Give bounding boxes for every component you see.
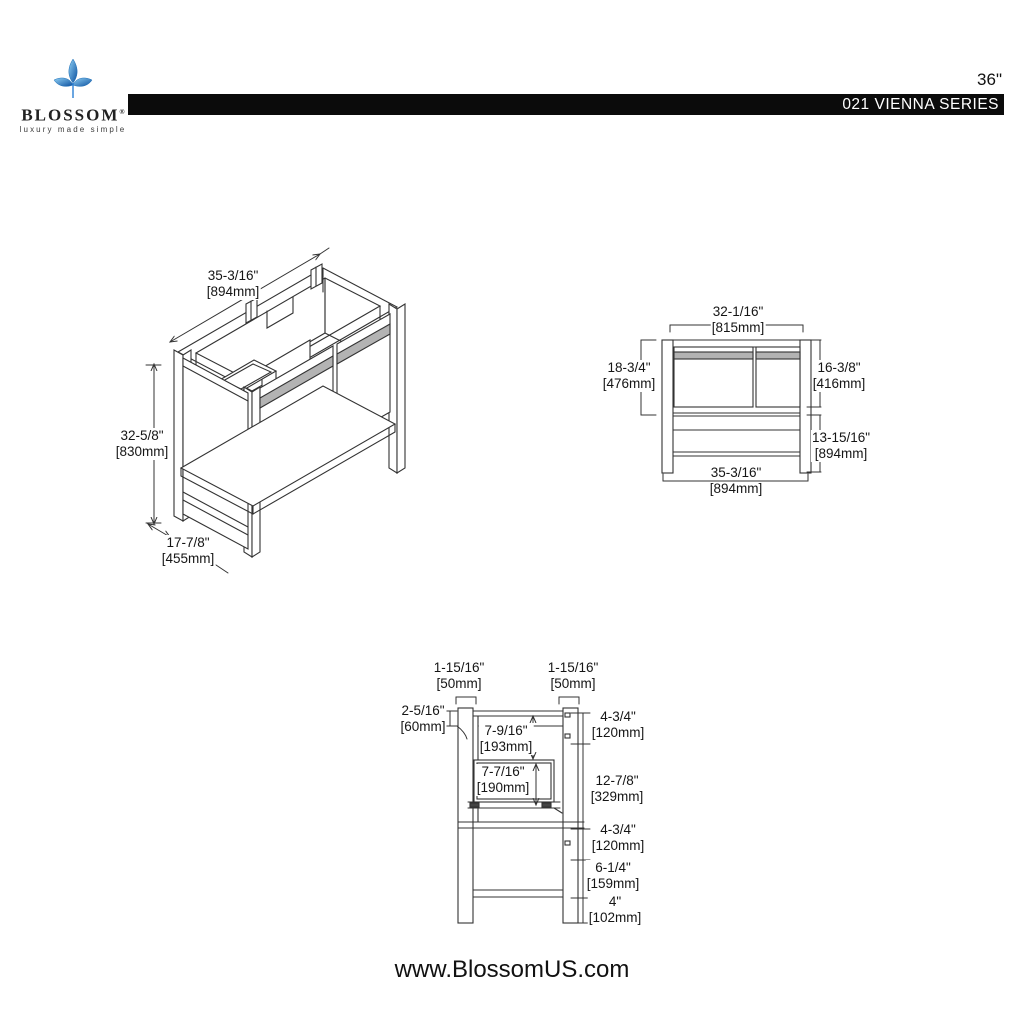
dim-front-left: 18-3/4" [476mm] bbox=[602, 360, 656, 391]
dim-iso-depth: 17-7/8" [455mm] bbox=[161, 535, 215, 566]
front-view-drawing bbox=[641, 325, 821, 481]
isometric-view-drawing bbox=[146, 248, 405, 573]
registered-mark: ® bbox=[119, 108, 125, 116]
dim-side-leg-left: 1-15/16" [50mm] bbox=[433, 660, 485, 691]
dim-side-drawer-upper: 7-9/16" [193mm] bbox=[479, 723, 533, 754]
size-label: 36" bbox=[977, 70, 1002, 89]
dim-side-r2: 12-7/8" [329mm] bbox=[590, 773, 644, 804]
dim-side-r1: 4-3/4" [120mm] bbox=[591, 709, 645, 740]
dim-side-r3: 4-3/4" [120mm] bbox=[591, 822, 645, 853]
dim-front-top: 32-1/16" [815mm] bbox=[711, 304, 765, 335]
dim-front-bottom: 35-3/16" [894mm] bbox=[709, 465, 763, 496]
brand-tagline: luxury made simple bbox=[19, 124, 127, 134]
dim-side-toprail: 2-5/16" [60mm] bbox=[400, 703, 446, 734]
dim-front-right-bottom: 13-15/16" [894mm] bbox=[811, 430, 871, 461]
series-title-bar: 021 VIENNA SERIES bbox=[128, 94, 1004, 115]
dim-side-leg-right: 1-15/16" [50mm] bbox=[547, 660, 599, 691]
website-url: www.BlossomUS.com bbox=[394, 956, 630, 983]
dim-side-r5: 4" [102mm] bbox=[588, 894, 642, 925]
dim-iso-height: 32-5/8" [830mm] bbox=[115, 428, 169, 459]
dim-front-right-top: 16-3/8" [416mm] bbox=[812, 360, 866, 391]
dim-side-r4: 6-1/4" [159mm] bbox=[586, 860, 640, 891]
brand-name: BLOSSOM® bbox=[21, 105, 125, 125]
dim-iso-width: 35-3/16" [894mm] bbox=[206, 268, 260, 299]
dim-side-drawer-lower: 7-7/16" [190mm] bbox=[476, 764, 530, 795]
